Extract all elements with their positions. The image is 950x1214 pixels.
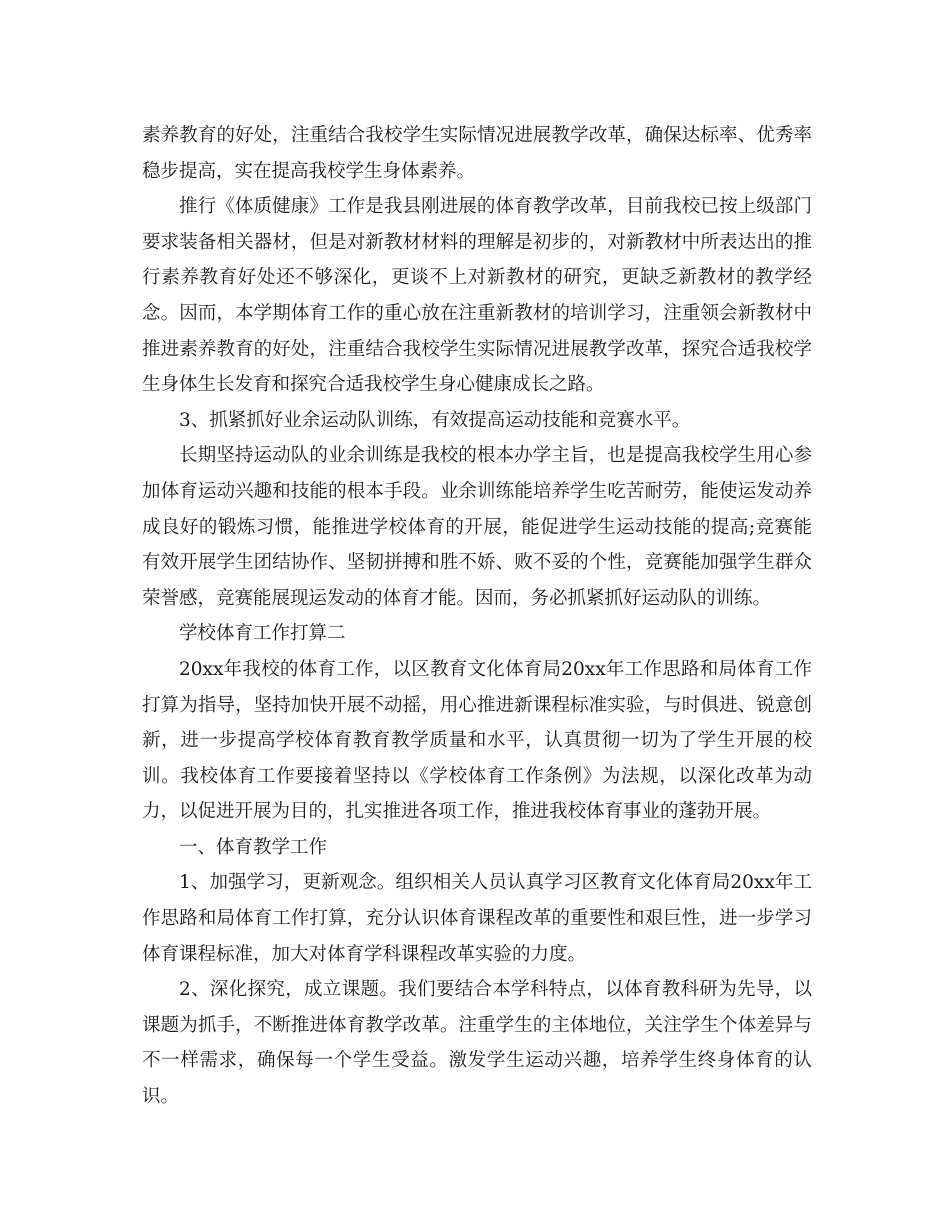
paragraph-9: 2、深化探究，成立课题。我们要结合本学科特点，以体育教科研为先导，以课题为抓手，不断推进体育教学改革。注重学生的主体地位，关注学生个体差异与不一样需求，确保每一个学生受益。激发学生运动兴趣，培养学生终身体育的认识。 [142, 979, 812, 1108]
document-body [142, 118, 812, 1115]
paragraph-4: 长期坚持运动队的业余训练是我校的根本办学主旨，也是提高我校学生用心参加体育运动兴趣和技能的根本手段。业余训练能培养学生吃苦耐劳，能使运发动养成良好的锻炼习惯，能推进学校体育的开展，能促进学生运动技能的提高;竞赛能有效开展学生团结协作、坚韧拼搏和胜不娇、败不妥的个性，竞赛能加强学生群众荣誉感，竞赛能展现运发动的体育才能。因而，务必抓紧抓好运动队的训练。 [142, 445, 812, 609]
paragraph-2: 推行《体质健康》工作是我县刚进展的体育教学改革，目前我校已按上级部门要求装备相关器材，但是对新教材材料的理解是初步的，对新教材中所表达出的推行素养教育好处还不够深化，更谈不上对新教材的研究，更缺乏新教材的教学经念。因而，本学期体育工作的重心放在注重新教材的培训学习，注重领会新教材中推进素养教育的好处，注重结合我校学生实际情况进展教学改革，探究合适我校学生身体生长发育和探究合适我校学生身心健康成长之路。 [142, 196, 812, 396]
section-heading-plan-two: 学校体育工作打算二 [179, 623, 346, 645]
paragraph-1: 素养教育的好处，注重结合我校学生实际情况进展教学改革，确保达标率、优秀率稳步提高，实在提高我校学生身体素养。 [142, 125, 812, 182]
paragraph-3: 3、抓紧抓好业余运动队训练，有效提高运动技能和竞赛水平。 [179, 409, 691, 431]
section-heading-teaching-work: 一、体育教学工作 [179, 836, 328, 858]
paragraph-8: 1、加强学习，更新观念。组织相关人员认真学习区教育文化体育局20xx年工作思路和局体育工作打算，充分认识体育课程改革的重要性和艰巨性，进一步学习体育课程标准，加大对体育学科课程改革实验的力度。 [142, 872, 812, 965]
paragraph-6: 20xx年我校的体育工作，以区教育文化体育局20xx年工作思路和局体育工作打算为指导，坚持加快开展不动摇，用心推进新课程标准实验，与时俱进、锐意创新，进一步提高学校体育教育教学质量和水平，认真贯彻一切为了学生开展的校训。我校体育工作要接着坚持以《学校体育工作条例》为法规，以深化改革为动力，以促进开展为目的，扎实推进各项工作，推进我校体育事业的蓬勃开展。 [142, 658, 812, 823]
